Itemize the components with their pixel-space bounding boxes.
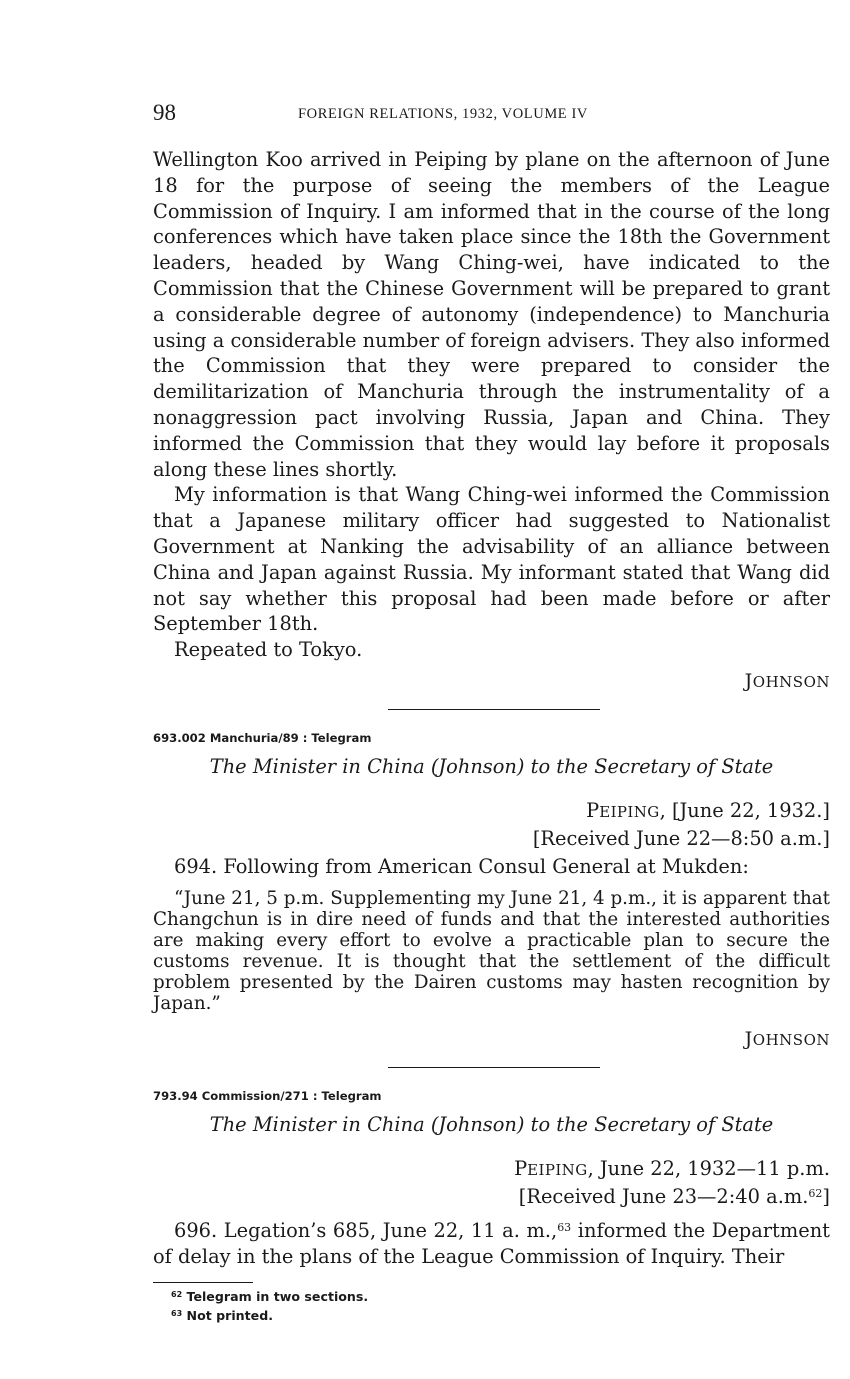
doc3-date: , June 22, 1932—11 p.m. (587, 1157, 830, 1181)
place-rest: EIPING (599, 802, 660, 821)
place-rest: EIPING (527, 1161, 588, 1180)
section-divider (388, 1067, 600, 1068)
doc3-paragraph-1 (153, 1218, 830, 1270)
document-page (153, 100, 830, 1325)
doc1-paragraph-1: Wellington Koo arrived in Peiping by plane on the afternoon of June 18 for the purpose of seeing the members of the League Commission of Inquiry. I am informed that in the course of the long conferences which have taken place since the 18th the Government leaders, headed by Wang Ching-wei, have indicated to the Commission that the Chinese Government will be prepared to grant a considerable degree of autonomy (independence) to Manchuria using a considerable number of foreign advisers. They also informed the Commission that they were prepared to consider the demilitarization of Manchuria through the instrumentality of a nonaggression pact involving Russia, Japan and China. They informed the Commission that they would lay before it proposals along these lines shortly. (153, 148, 830, 481)
doc2-quote: “June 21, 5 p.m. Supplementing my June 21, 4 p.m., it is apparent that Changchun is in dire need of funds and that the interested authorities are making every effort to evolve a practicable plan to secure the customs revenue. It is thought that the settlement of the difficult problem presented by the Dairen customs may hasten recognition by Japan.” (153, 888, 830, 1015)
footnote-mark: 63 (171, 1308, 183, 1318)
signature-rest: OHNSON (752, 672, 830, 691)
doc2-received: [Received June 22—8:50 a.m.] (532, 826, 830, 850)
footnote-63 (153, 1306, 830, 1325)
running-head: FOREIGN RELATIONS, 1932, VOLUME IV (298, 106, 588, 122)
signature-initial: J (744, 669, 753, 692)
doc1-paragraph-2: My information is that Wang Ching-wei informed the Commission that a Japanese military officer had suggested to Nationalist Government at Nanking the advisability of an alliance between China and Japan against Russia. My informant stated that Wang did not say whether this proposal had been made before or after September 18th. (153, 483, 830, 636)
footnote-ref-62: 62 (808, 1187, 823, 1201)
footnote-62 (153, 1287, 830, 1306)
received-close: ] (822, 1185, 830, 1209)
paragraph-start: 696. Legation’s 685, June 22, 11 a. m., (174, 1218, 558, 1242)
doc1-signature (153, 670, 830, 692)
doc2-signature (153, 1028, 830, 1050)
doc2-date: , [June 22, 1932.] (659, 798, 830, 822)
received-text: [Received June 23—2:40 a.m. (518, 1185, 809, 1209)
doc2-paragraph-1: 694. Following from American Consul General at Mukden: (174, 854, 749, 878)
doc1-paragraph-3: Repeated to Tokyo. (174, 638, 363, 662)
signature-initial: J (744, 1028, 753, 1051)
page-number: 98 (153, 100, 176, 125)
footnote-text: Telegram in two sections. (186, 1288, 369, 1304)
doc3-received (153, 1184, 830, 1210)
section-divider (388, 709, 600, 710)
doc2-place-date (153, 798, 830, 826)
doc2-file-number: 693.002 Manchuria/89 : Telegram (153, 730, 372, 745)
doc3-file-number: 793.94 Commission/271 : Telegram (153, 1089, 382, 1104)
place-initial: P (514, 1157, 528, 1181)
page-header (153, 100, 830, 132)
paragraph-end: informed the Department of delay in the plans of the League Commission of Inquiry. Their (153, 1218, 830, 1268)
doc3-place-date (153, 1156, 830, 1184)
signature-rest: OHNSON (752, 1031, 830, 1050)
place-initial: P (586, 798, 600, 822)
footnote-text: Not printed. (186, 1307, 273, 1323)
footnote-divider (153, 1282, 253, 1283)
footnote-ref-63: 63 (557, 1220, 572, 1234)
footnote-mark: 62 (171, 1289, 183, 1299)
doc3-title: The Minister in China (Johnson) to the Secretary of State (209, 1113, 774, 1137)
doc2-title: The Minister in China (Johnson) to the Secretary of State (209, 754, 774, 778)
